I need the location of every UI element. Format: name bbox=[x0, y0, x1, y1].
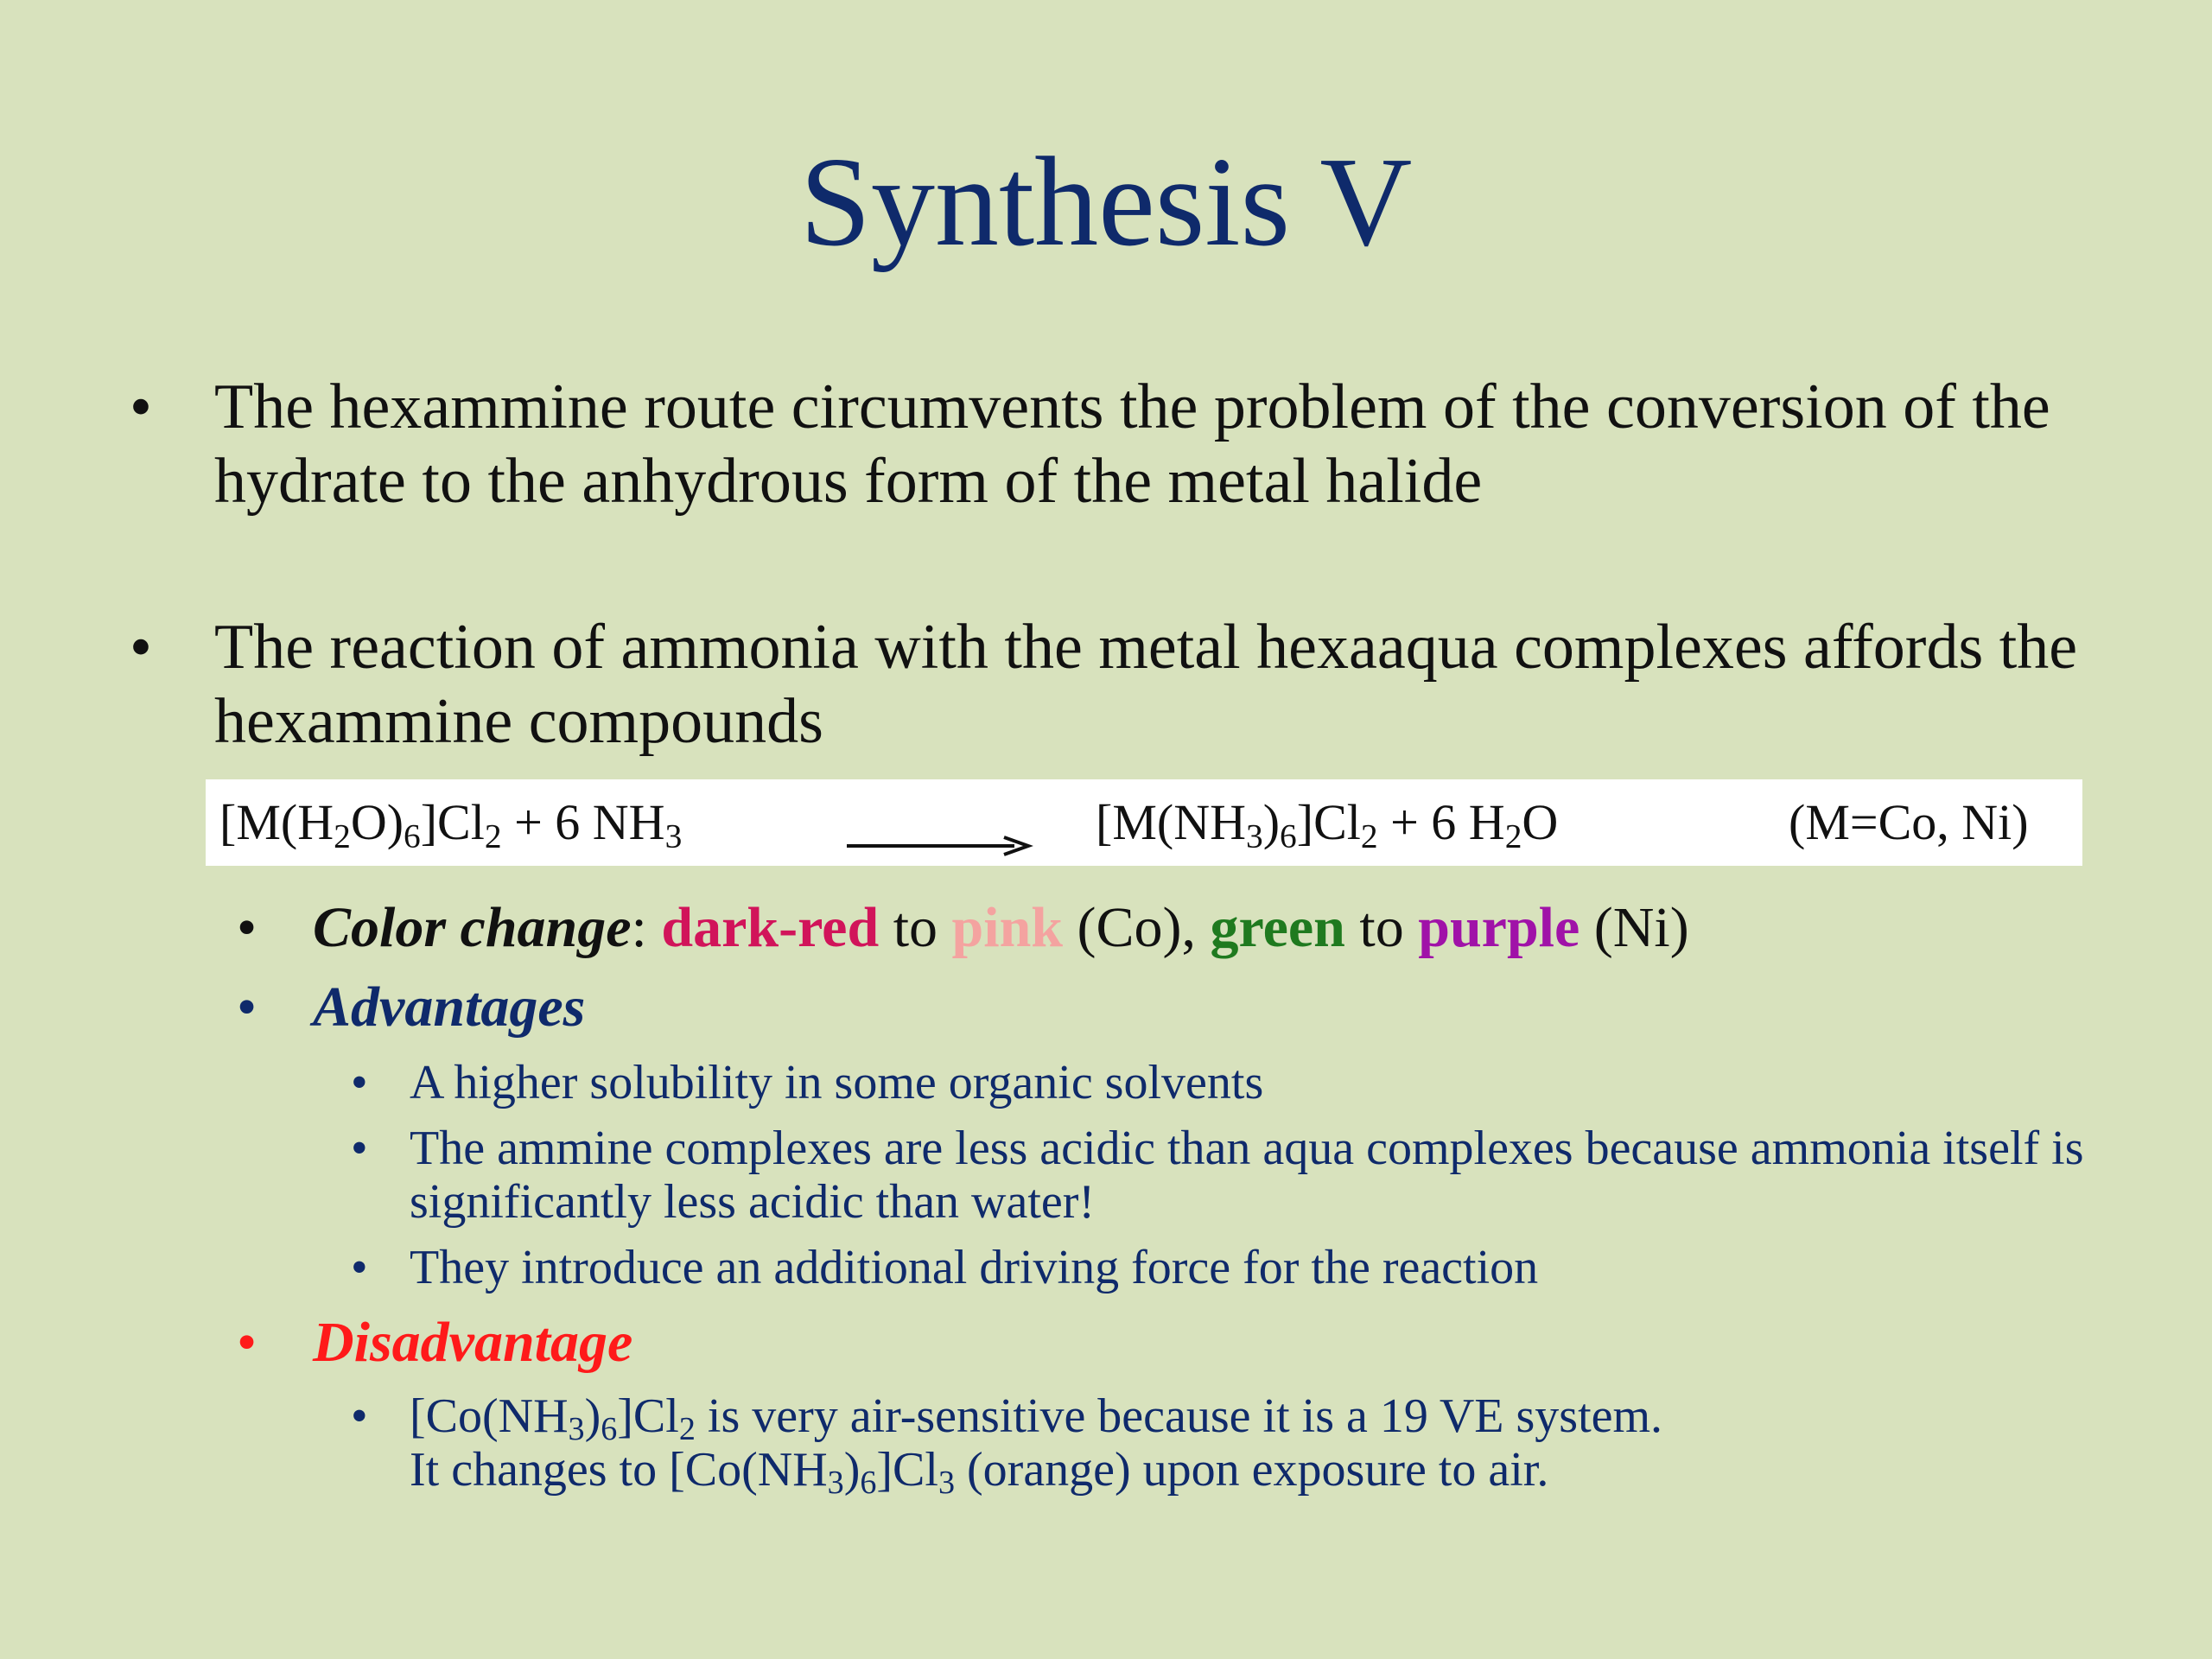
eq-subscript: 2 bbox=[334, 817, 351, 855]
disadvantage-line1-text: ) bbox=[584, 1389, 601, 1443]
eq-subscript: 2 bbox=[1504, 817, 1522, 855]
eq-text: + 6 H bbox=[1377, 794, 1505, 850]
advantage-item-1 bbox=[351, 1056, 2122, 1109]
eq-text: O) bbox=[350, 794, 404, 850]
eq-subscript: 2 bbox=[1360, 817, 1378, 855]
eq-text: ]Cl bbox=[1296, 794, 1361, 850]
disadvantage-line1-text: ]Cl bbox=[617, 1389, 679, 1443]
eq-subscript: 3 bbox=[664, 817, 683, 855]
bullet-row bbox=[237, 1310, 2138, 1376]
disadvantage-label: Disadvantage bbox=[313, 1311, 633, 1374]
bullet-row bbox=[351, 1389, 2122, 1502]
color-green: green bbox=[1210, 896, 1345, 959]
bullet-row bbox=[130, 370, 2117, 518]
bullet-row bbox=[351, 1122, 2122, 1229]
bullet-row bbox=[351, 1241, 2122, 1294]
eq-text: [M(NH bbox=[1096, 794, 1246, 850]
disadvantage-subscript: 3 bbox=[938, 1465, 956, 1502]
bullet-dot: • bbox=[237, 976, 257, 1039]
reaction-equation-box bbox=[206, 779, 2082, 866]
eq-text: [M(H bbox=[219, 794, 334, 850]
reaction-left-side bbox=[219, 779, 682, 866]
bullet-text: The reaction of ammonia with the metal hexaaqua complexes affords the hexammine compounds bbox=[214, 612, 2078, 757]
color-dark-red: dark-red bbox=[661, 896, 880, 959]
advantage-text: The ammine complexes are less acidic than aqua complexes because ammonia itself is significantly less acidic than water! bbox=[410, 1122, 2084, 1229]
eq-subscript: 2 bbox=[484, 817, 502, 855]
disadvantage-line1-text: is very air-sensitive because it is a 19 VE system. bbox=[695, 1389, 1663, 1443]
bullet-dot: • bbox=[237, 896, 257, 959]
color-change-label: Color change bbox=[313, 896, 632, 959]
bullet-text: The hexammine route circumvents the problem of the conversion of the hydrate to the anhydrous form of the metal halide bbox=[214, 372, 2050, 517]
reaction-right-side bbox=[1096, 779, 1558, 866]
disadvantage-subscript: 6 bbox=[860, 1465, 877, 1502]
disadvantage-bullet bbox=[237, 1310, 2138, 1376]
disadvantage-line2-text: (orange) upon exposure to air. bbox=[955, 1443, 1549, 1497]
reaction-arrow bbox=[847, 804, 1037, 890]
bullet-row bbox=[237, 895, 2138, 961]
eq-text: ) bbox=[1262, 794, 1281, 850]
color-change-text bbox=[313, 895, 2138, 961]
bullet-dot: • bbox=[351, 1241, 368, 1294]
text-to-1: to bbox=[879, 896, 952, 959]
bullet-dot: • bbox=[130, 372, 152, 442]
eq-text: + 6 NH bbox=[501, 794, 665, 850]
text-ni: (Ni) bbox=[1580, 896, 1689, 959]
disadvantage-line2-text: It changes to [Co(NH bbox=[410, 1443, 828, 1497]
advantage-item-2 bbox=[351, 1122, 2122, 1229]
disadvantage-line1-text: [Co(NH bbox=[410, 1389, 569, 1443]
color-change-bullet bbox=[237, 895, 2138, 961]
advantages-label: Advantages bbox=[313, 976, 586, 1039]
bullet-dot: • bbox=[237, 1311, 257, 1374]
eq-text: ]Cl bbox=[420, 794, 485, 850]
bullet-row bbox=[130, 610, 2117, 759]
advantage-text: A higher solubility in some organic solvents bbox=[410, 1056, 1264, 1109]
bullet-row bbox=[237, 975, 2138, 1040]
slide-title: Synthesis V bbox=[799, 131, 1413, 273]
disadvantage-text bbox=[410, 1389, 2122, 1502]
bullet-1 bbox=[130, 370, 2117, 518]
eq-subscript: 6 bbox=[404, 817, 421, 855]
disadvantage-subscript: 6 bbox=[601, 1411, 618, 1448]
eq-subscript: 3 bbox=[1245, 817, 1263, 855]
bullet-dot: • bbox=[351, 1056, 368, 1109]
eq-text: O bbox=[1522, 794, 1559, 850]
disadvantage-subscript: 3 bbox=[568, 1411, 585, 1448]
text-to-2: to bbox=[1344, 896, 1419, 959]
color-purple: purple bbox=[1418, 896, 1580, 959]
bullet-dot: • bbox=[130, 612, 152, 683]
disadvantage-item bbox=[351, 1389, 2122, 1502]
color-pink: pink bbox=[951, 896, 1063, 959]
advantages-bullet bbox=[237, 975, 2138, 1040]
advantage-item-3 bbox=[351, 1241, 2122, 1294]
disadvantage-line2-text: ) bbox=[843, 1443, 861, 1497]
reaction-condition: (M=Co, Ni) bbox=[1789, 794, 2029, 850]
colon: : bbox=[631, 896, 647, 959]
bullet-row bbox=[351, 1056, 2122, 1109]
disadvantage-subscript: 2 bbox=[678, 1411, 696, 1448]
bullet-2 bbox=[130, 610, 2117, 759]
text-co: (Co), bbox=[1063, 896, 1211, 959]
disadvantage-line2-text: ]Cl bbox=[876, 1443, 938, 1497]
eq-subscript: 6 bbox=[1280, 817, 1297, 855]
advantage-text: They introduce an additional driving force for the reaction bbox=[410, 1241, 1539, 1294]
bullet-dot: • bbox=[351, 1389, 368, 1443]
arrow-icon bbox=[847, 829, 1037, 863]
disadvantage-subscript: 3 bbox=[827, 1465, 844, 1502]
bullet-dot: • bbox=[351, 1122, 368, 1175]
